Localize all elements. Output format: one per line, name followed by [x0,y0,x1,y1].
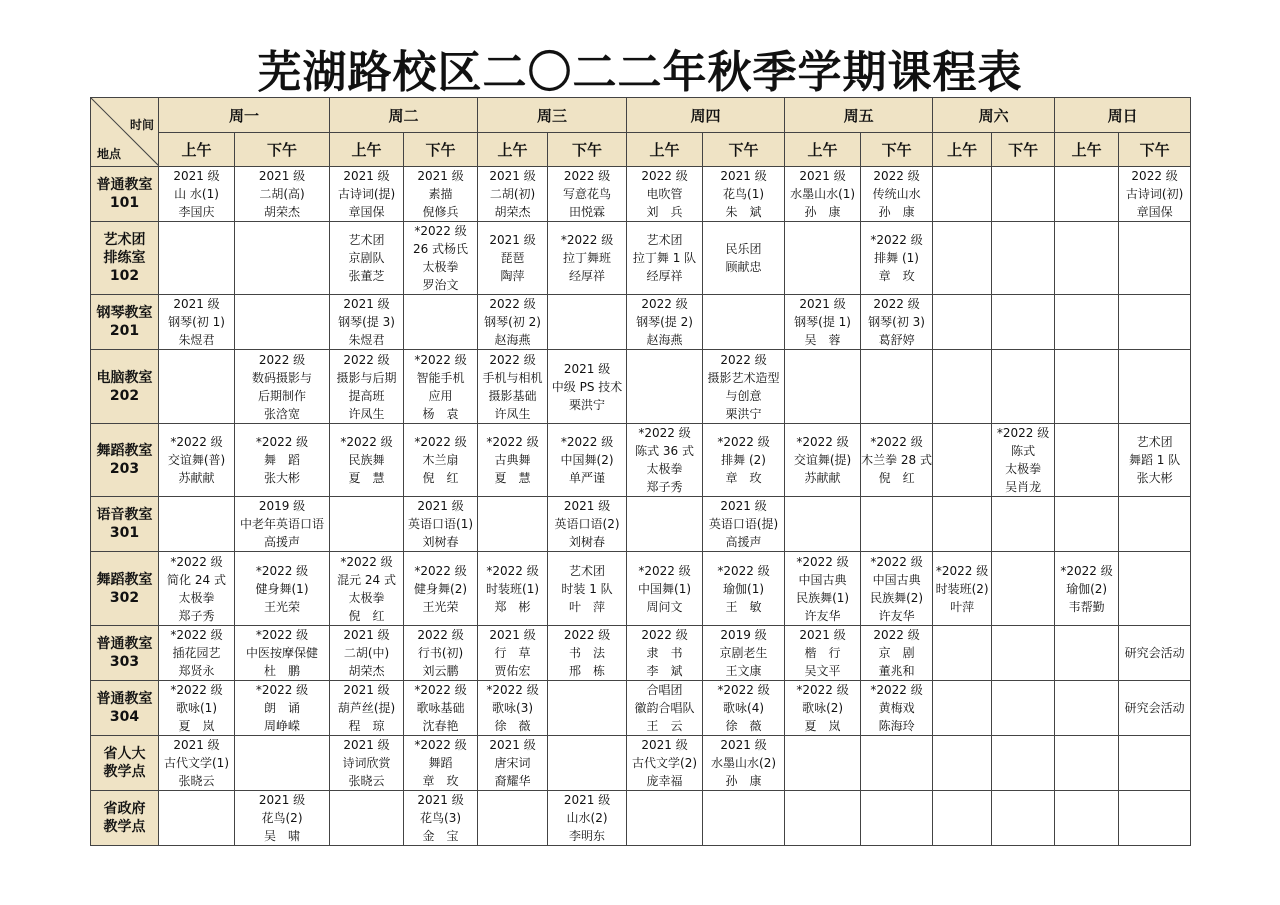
course-cell [992,736,1055,791]
course-cell [992,626,1055,681]
course-cell [159,791,235,846]
schedule-table [90,97,1191,846]
room-name: 语音教室 301 [91,497,159,552]
morning-header-sat: 上午 [933,133,992,167]
course-cell: 2022 级 传统山水 孙 康 [861,167,933,222]
course-cell [933,626,992,681]
course-cell: 2021 级 二胡(初) 胡荣杰 [478,167,548,222]
course-cell: 2021 级 古代文学(2) 庞幸福 [627,736,703,791]
course-cell: 民乐团 顾献忠 [703,222,785,295]
course-cell [861,736,933,791]
course-cell: *2022 级 智能手机 应用 杨 袁 [404,350,478,424]
course-cell: 2021 级 英语口语(提) 高援声 [703,497,785,552]
course-cell: 2021 级 钢琴(初 1) 朱煜君 [159,295,235,350]
course-cell [1119,295,1191,350]
course-cell: *2022 级 交谊舞(普) 苏献献 [159,424,235,497]
course-cell: 2022 级 钢琴(初 3) 葛舒婷 [861,295,933,350]
course-cell: *2022 级 简化 24 式 太极拳 郑子秀 [159,552,235,626]
course-cell: *2022 级 木兰拳 28 式 倪 红 [861,424,933,497]
course-cell [1055,350,1119,424]
course-cell [785,736,861,791]
day-header-sun: 周日 [1055,98,1191,133]
course-cell: *2022 级 健身舞(2) 王光荣 [404,552,478,626]
day-header-wed: 周三 [478,98,627,133]
table-row [91,350,1191,424]
course-cell: 2021 级 山水(2) 李明东 [548,791,627,846]
day-header-tue: 周二 [330,98,478,133]
course-cell: 2022 级 钢琴(初 2) 赵海燕 [478,295,548,350]
morning-header-mon: 上午 [159,133,235,167]
course-cell [785,350,861,424]
course-cell: 2022 级 书 法 邢 栋 [548,626,627,681]
table-row [91,791,1191,846]
table-row [91,424,1191,497]
course-cell: *2022 级 中医按摩保健 杜 鹏 [235,626,330,681]
course-cell [235,295,330,350]
course-cell [992,222,1055,295]
course-cell [861,350,933,424]
course-cell: 艺术团 京剧队 张董芝 [330,222,404,295]
morning-header-fri: 上午 [785,133,861,167]
course-cell [861,791,933,846]
course-cell [330,791,404,846]
table-row [91,626,1191,681]
table-row [91,295,1191,350]
course-cell: 2021 级 素描 倪修兵 [404,167,478,222]
course-cell [1119,552,1191,626]
day-header-fri: 周五 [785,98,933,133]
course-cell [703,791,785,846]
course-cell: 2022 级 摄影与后期 提高班 许凤生 [330,350,404,424]
course-cell [933,681,992,736]
course-cell: *2022 级 瑜伽(1) 王 敏 [703,552,785,626]
course-cell [703,295,785,350]
course-cell [627,497,703,552]
course-cell [933,497,992,552]
course-cell [933,424,992,497]
course-cell: *2022 级 歌咏(1) 夏 岚 [159,681,235,736]
course-cell: *2022 级 陈式 36 式 太极拳 郑子秀 [627,424,703,497]
course-cell: *2022 级 拉丁舞班 经厚祥 [548,222,627,295]
morning-header-thu: 上午 [627,133,703,167]
table-row [91,681,1191,736]
course-cell: *2022 级 舞蹈 章 玫 [404,736,478,791]
course-cell [1055,424,1119,497]
morning-header-wed: 上午 [478,133,548,167]
course-cell [861,497,933,552]
course-cell [1119,791,1191,846]
course-cell: 研究会活动 [1119,626,1191,681]
course-cell: *2022 级 黄梅戏 陈海玲 [861,681,933,736]
course-cell: *2022 级 瑜伽(2) 韦帮勤 [1055,552,1119,626]
course-cell: 2021 级 水墨山水(1) 孙 康 [785,167,861,222]
course-cell: 2021 级 花鸟(2) 吴 啸 [235,791,330,846]
course-cell [478,791,548,846]
course-cell: *2022 级 时装班(2) 叶萍 [933,552,992,626]
course-cell: 合唱团 徽韵合唱队 王 云 [627,681,703,736]
course-cell: *2022 级 古典舞 夏 慧 [478,424,548,497]
day-header-mon: 周一 [159,98,330,133]
course-cell [933,736,992,791]
afternoon-header-mon: 下午 [235,133,330,167]
course-cell: 2022 级 摄影艺术造型 与创意 栗洪宁 [703,350,785,424]
course-cell: 2022 级 古诗词(初) 章国保 [1119,167,1191,222]
afternoon-header-sun: 下午 [1119,133,1191,167]
room-name: 省人大 教学点 [91,736,159,791]
course-cell: *2022 级 排舞 (1) 章 玫 [861,222,933,295]
course-cell: 2022 级 钢琴(提 2) 赵海燕 [627,295,703,350]
course-cell: 2021 级 古代文学(1) 张晓云 [159,736,235,791]
course-cell: *2022 级 歌咏基础 沈春艳 [404,681,478,736]
course-cell: *2022 级 26 式杨氏 太极拳 罗治文 [404,222,478,295]
course-cell [548,736,627,791]
course-cell [159,222,235,295]
course-cell [159,350,235,424]
course-cell [235,222,330,295]
room-name: 艺术团 排练室 102 [91,222,159,295]
course-cell: 2021 级 古诗词(提) 章国保 [330,167,404,222]
afternoon-header-fri: 下午 [861,133,933,167]
course-cell: 艺术团 时装 1 队 叶 萍 [548,552,627,626]
course-cell [992,497,1055,552]
course-cell [992,167,1055,222]
course-cell [933,167,992,222]
course-cell: 2021 级 楷 行 吴文平 [785,626,861,681]
afternoon-header-tue: 下午 [404,133,478,167]
course-cell [478,497,548,552]
room-name: 钢琴教室 201 [91,295,159,350]
course-cell: 2022 级 行书(初) 刘云鹏 [404,626,478,681]
afternoon-header-sat: 下午 [992,133,1055,167]
course-cell [933,295,992,350]
course-cell [992,791,1055,846]
course-cell: 2021 级 行 草 贾佑宏 [478,626,548,681]
course-cell: *2022 级 舞 蹈 张大彬 [235,424,330,497]
course-cell: *2022 级 排舞 (2) 章 玫 [703,424,785,497]
course-cell: 2022 级 写意花鸟 田悦霖 [548,167,627,222]
course-cell: 研究会活动 [1119,681,1191,736]
course-cell: 2021 级 唐宋词 裔耀华 [478,736,548,791]
course-cell: *2022 级 中国舞(2) 单严谨 [548,424,627,497]
course-cell [548,295,627,350]
course-cell: 2021 级 花鸟(3) 金 宝 [404,791,478,846]
course-cell: 2021 级 英语口语(1) 刘树春 [404,497,478,552]
course-cell: *2022 级 歌咏(3) 徐 薇 [478,681,548,736]
day-header-thu: 周四 [627,98,785,133]
course-cell: *2022 级 交谊舞(提) 苏献献 [785,424,861,497]
room-name: 普通教室 304 [91,681,159,736]
course-cell: *2022 级 中国舞(1) 周问文 [627,552,703,626]
course-cell [933,350,992,424]
course-cell [1119,736,1191,791]
course-cell [1055,736,1119,791]
table-row [91,497,1191,552]
course-cell [1119,497,1191,552]
course-cell: *2022 级 歌咏(2) 夏 岚 [785,681,861,736]
course-cell: 2022 级 隶 书 李 斌 [627,626,703,681]
course-cell: 2021 级 诗词欣赏 张晓云 [330,736,404,791]
course-cell: 2021 级 钢琴(提 1) 吴 蓉 [785,295,861,350]
course-cell: 2019 级 京剧老生 王文康 [703,626,785,681]
room-name: 普通教室 303 [91,626,159,681]
course-cell [235,736,330,791]
course-cell [1055,295,1119,350]
course-cell [330,497,404,552]
course-cell: 2021 级 钢琴(提 3) 朱煜君 [330,295,404,350]
morning-header-tue: 上午 [330,133,404,167]
room-name: 舞蹈教室 203 [91,424,159,497]
course-cell: 2021 级 英语口语(2) 刘树春 [548,497,627,552]
course-cell [159,497,235,552]
course-cell: *2022 级 民族舞 夏 慧 [330,424,404,497]
course-cell: *2022 级 中国古典 民族舞(2) 许友华 [861,552,933,626]
course-cell [1055,167,1119,222]
place-label: 地点 [97,147,122,161]
course-cell: *2022 级 木兰扇 倪 红 [404,424,478,497]
course-cell [1055,626,1119,681]
course-cell: 2021 级 琵琶 陶萍 [478,222,548,295]
course-cell: 2022 级 数码摄影与 后期制作 张浛宽 [235,350,330,424]
table-corner-header [91,98,159,167]
morning-header-sun: 上午 [1055,133,1119,167]
course-cell [627,791,703,846]
course-cell [548,681,627,736]
course-cell: *2022 级 插花园艺 郑贤永 [159,626,235,681]
course-cell [627,350,703,424]
page-title: 芜湖路校区二〇二二年秋季学期课程表 [257,47,1023,98]
room-name: 电脑教室 202 [91,350,159,424]
course-cell: 2022 级 京 剧 董兆和 [861,626,933,681]
course-cell [933,222,992,295]
course-cell: 2022 级 电吹管 刘 兵 [627,167,703,222]
time-label: 时间 [129,118,154,132]
afternoon-header-wed: 下午 [548,133,627,167]
course-cell: 2021 级 二胡(中) 胡荣杰 [330,626,404,681]
course-cell: 2021 级 葫芦丝(提) 程 琼 [330,681,404,736]
course-cell: 艺术团 舞蹈 1 队 张大彬 [1119,424,1191,497]
afternoon-header-thu: 下午 [703,133,785,167]
course-cell: 2021 级 二胡(高) 胡荣杰 [235,167,330,222]
course-cell: 2021 级 中级 PS 技术 栗洪宁 [548,350,627,424]
course-cell [785,222,861,295]
course-cell [785,497,861,552]
course-cell: *2022 级 混元 24 式 太极拳 倪 红 [330,552,404,626]
room-name: 省政府 教学点 [91,791,159,846]
course-cell [1119,350,1191,424]
table-row [91,736,1191,791]
course-cell: 2019 级 中老年英语口语 高援声 [235,497,330,552]
room-name: 舞蹈教室 302 [91,552,159,626]
course-cell: 2021 级 水墨山水(2) 孙 康 [703,736,785,791]
table-row [91,167,1191,222]
course-cell [785,791,861,846]
course-cell: *2022 级 健身舞(1) 王光荣 [235,552,330,626]
course-cell: *2022 级 陈式 太极拳 吴肖龙 [992,424,1055,497]
course-cell: 艺术团 拉丁舞 1 队 经厚祥 [627,222,703,295]
course-cell: *2022 级 歌咏(4) 徐 薇 [703,681,785,736]
course-cell: 2021 级 花鸟(1) 朱 斌 [703,167,785,222]
course-cell [992,681,1055,736]
course-cell [933,791,992,846]
course-cell [992,350,1055,424]
course-cell [1055,791,1119,846]
course-cell: *2022 级 中国古典 民族舞(1) 许友华 [785,552,861,626]
table-row [91,222,1191,295]
course-cell [404,295,478,350]
course-cell: *2022 级 朗 诵 周峥嵘 [235,681,330,736]
course-cell [1055,222,1119,295]
course-cell [1055,681,1119,736]
course-cell [992,552,1055,626]
course-cell: 2022 级 手机与相机 摄影基础 许凤生 [478,350,548,424]
day-header-sat: 周六 [933,98,1055,133]
course-cell [1119,222,1191,295]
course-cell [1055,497,1119,552]
course-cell: *2022 级 时装班(1) 郑 彬 [478,552,548,626]
course-cell: 2021 级 山 水(1) 李国庆 [159,167,235,222]
room-name: 普通教室 101 [91,167,159,222]
table-row [91,552,1191,626]
course-cell [992,295,1055,350]
